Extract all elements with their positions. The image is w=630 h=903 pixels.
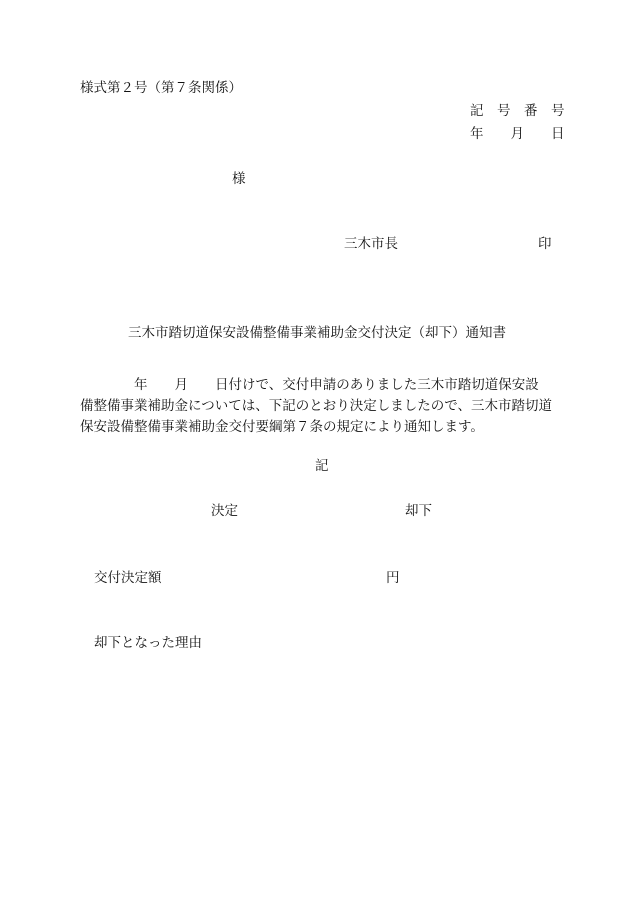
form-label: 様式第２号（第７条関係） bbox=[80, 80, 242, 96]
amount-unit: 円 bbox=[386, 570, 400, 586]
addressee-honorific: 様 bbox=[232, 171, 246, 187]
document-number: 記 号 番 号 bbox=[470, 103, 565, 119]
amount-label: 交付決定額 bbox=[94, 570, 162, 586]
record-heading: 記 bbox=[315, 458, 329, 474]
issue-date: 年 月 日 bbox=[470, 126, 565, 142]
rejection-reason-label: 却下となった理由 bbox=[94, 635, 202, 651]
document-title: 三木市踏切道保安設備整備事業補助金交付決定（却下）通知書 bbox=[128, 325, 506, 341]
seal-mark: 印 bbox=[538, 236, 552, 252]
option-approve: 決定 bbox=[211, 503, 238, 519]
body-line: 年 月 日付けで、交付申請のありました三木市踏切道保安設 bbox=[80, 377, 539, 393]
issuer-name: 三木市長 bbox=[344, 236, 398, 252]
body-line: 保安設備整備事業補助金交付要綱第７条の規定により通知します。 bbox=[80, 419, 484, 435]
body-line: 備整備事業補助金については、下記のとおり決定しましたので、三木市踏切道 bbox=[80, 398, 552, 414]
option-reject: 却下 bbox=[405, 503, 432, 519]
